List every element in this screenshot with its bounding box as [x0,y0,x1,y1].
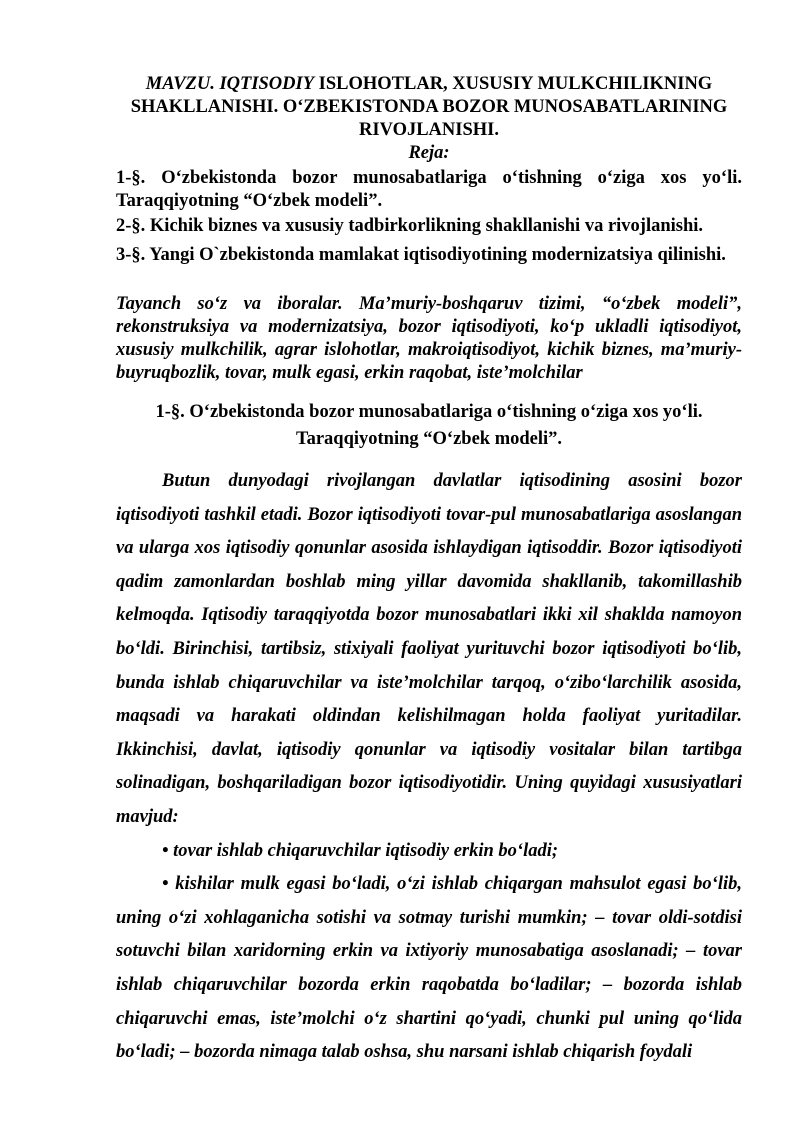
document-title [116,73,742,142]
plan-item-1: 1-§. O‘zbekistonda bozor munosabatlariga o‘tishning o‘ziga xos yo‘li. Taraqqiyotning “O‘zbek modeli”. [116,168,742,211]
section-heading [116,399,742,453]
section-heading-line1: 1-§. O‘zbekistonda bozor munosabatlariga o‘tishning o‘ziga xos yo‘li. [155,402,703,422]
document-page [116,73,742,1070]
title-italic-part: MAVZU. IQTISODIY [145,74,315,94]
bullet-item-1: • tovar ishlab chiqaruvchilar iqtisodiy erkin bo‘ladi; [162,840,559,861]
title-rest: ISLOHOTLAR, XUSUSIY MULKCHILIKNING SHAKLLANISHI. O‘ZBEKISTONDA BOZOR MUNOSABATLARINING RIVOJLANISHI. [130,74,728,140]
keywords-paragraph: Tayanch so‘z va iboralar. Ma’muriy-boshqaruv tizimi, “o‘zbek modeli”, rekonstruksiya va modernizatsiya, bozor iqtisodiyoti, ko‘p ukladli iqtisodiyot, xususiy mulkchilik, agrar islohotlar, makroiqtisodiyot, kichik biznes, ma’muriy-buyruqbozlik, tovar, mulk egasi, erkin raqobat, iste’molchilar [116,294,742,383]
section-heading-line2: Taraqqiyotning “O‘zbek modeli”. [295,429,563,449]
plan-item-3: 3-§. Yangi O`zbekistonda mamlakat iqtisodiyotining modernizatsiya qilinishi. [116,245,726,265]
plan-item-2: 2-§. Kichik biznes va xususiy tadbirkorlikning shakllanishi va rivojlanishi. [116,216,704,236]
bullet-item-2: • kishilar mulk egasi bo‘ladi, o‘zi ishlab chiqargan mahsulot egasi bo‘lib, uning o‘zi xohlaganicha sotishi va sotmay turishi mumkin; – tovar oldi-sotdisi sotuvchi bilan xaridorning erkin va ixtiyoriy munosabatiga asoslanadi; – tovar ishlab chiqaruvchilar bozorda erkin raqobatda bo‘ladilar; – bozorda ishlab chiqaruvchi emas, iste’molchi o‘z shartini qo‘yadi, chunki pul uning qo‘lida bo‘ladi; – bozorda nimaga talab oshsa, shu narsani ishlab chiqarish foydali [116,874,742,1063]
body-paragraph-1: Butun dunyodagi rivojlangan davlatlar iqtisodining asosini bozor iqtisodiyoti tashkil etadi. Bozor iqtisodiyoti tovar-pul munosabatlariga asoslangan va ularga xos iqtisodiy qonunlar asosida ishlaydigan iqtisoddir. Bozor iqtisodiyoti qadim zamonlardan boshlab ming yillar davomida shakllanib, takomillashib kelmoqda. Iqtisodiy taraqqiyotda bozor munosabatlari ikki xil shaklda namoyon bo‘ldi. Birinchisi, tartibsiz, stixiyali faoliyat yurituvchi bozor iqtisodiyoti bo‘lib, bunda ishlab chiqaruvchilar va iste’molchilar tarqoq, o‘zibo‘larchilik asosida, maqsadi va harakati oldindan kelishilmagan holda faoliyat yuritadilar. Ikkinchisi, davlat, iqtisodiy qonunlar va iqtisodiy vositalar bilan tartibga solinadigan, boshqariladigan bozor iqtisodiyotidir. Uning quyidagi xususiyatlari mavjud: [116,471,742,827]
plan-heading: Reja: [408,143,450,163]
